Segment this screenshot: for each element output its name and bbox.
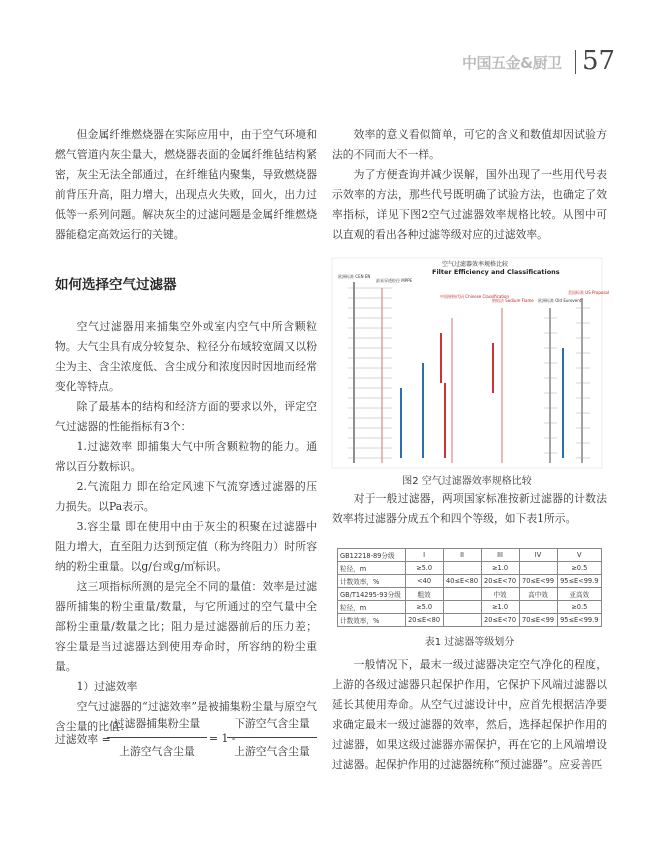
table-cell: GB12218-89分级 [338,549,406,562]
paragraph: 2.气流阻力 即在给定风速下气流穿透过滤器的压力损失。以Pa表示。 [55,480,317,513]
paragraph: 对于一般过滤器，两项国家标准按新过滤器的计数法效率将过滤器分成五个和四个等级，如下表1所示。 [332,492,607,525]
table-cell: ≥1.0 [481,562,519,575]
fraction-line [227,737,317,738]
table-cell [519,562,557,575]
table-cell: 计数效率，% [338,575,406,588]
table-cell: II [443,549,481,562]
figure-title-en: Filter Efficiency and Classifications [432,268,560,276]
table-cell [443,588,481,601]
label-cen: 欧洲标准 CEN EN [338,274,371,279]
table-row [338,588,602,601]
eurovent-band [562,348,564,458]
grade-table [337,548,602,627]
paragraph: 这三项指标所测的是完全不同的量值：效率是过滤器所捕集的粉尘重量/数量，与它所通过的空气量中全部粉尘重量/数量之比；阻力是过滤器前后的压力差；容尘量是当过滤器达到使用寿命时，所容纳的粉尘重量。 [55,580,317,673]
sub-hepa-band [492,343,494,393]
table-cell [443,614,481,627]
fraction-2 [227,716,317,759]
filter-classification-figure [332,258,609,468]
formula-operator: = 1 - [209,732,236,745]
table-cell [443,562,481,575]
table-cell [443,601,481,614]
table-cell: ≥1.0 [481,601,519,614]
page-header [462,46,616,78]
table-cell: ≥0.5 [557,601,601,614]
table-cell: 20≤E<70 [481,575,519,588]
table-cell: V [557,549,601,562]
label-mppe: 最易穿透粒径 MPPE [376,278,413,283]
right-column-bottom [332,655,607,775]
figure-title-cn: 空气过滤器效率规格比较 [442,261,509,268]
medium-band [444,383,446,458]
table-cell: 中效 [481,588,519,601]
paragraph: 为了方便查询并减少误解，国外出现了一些用代号表示效率的方法，那些代号既明确了试验方法，也确定了效率指标，详见下图2空气过滤器效率规格比较。从图中可以直观的看出各种过滤等级对应的过滤效率。 [332,168,607,241]
paragraph: 空气过滤器的“过滤效率”是被捕集粉尘量与原空气含尘量的比值： [55,700,317,733]
table-cell: 40≤E<80 [443,575,481,588]
table-cell: 粒径，m [338,562,406,575]
table-cell: 70≤E<99 [519,614,557,627]
fraction-1 [107,716,207,759]
classification-diagram [332,258,609,468]
table-cell: 计数效率，% [338,614,406,627]
page-number: 57 [582,46,616,76]
table-cell: 粗效 [405,588,443,601]
table-cell: 20≤E<70 [481,614,519,627]
table-cell: III [481,549,519,562]
label-sodium: 钠焰法 Sodium Flame [492,298,534,303]
numerator: 过滤器捕集粉尘量 [113,717,201,730]
label-china: 中国规格代码 Chinese Classification [440,294,509,299]
table-row [338,614,602,627]
denominator: 上游空气含尘量 [234,745,310,758]
hepa-band [440,333,442,383]
denominator: 上游空气含尘量 [119,745,195,758]
table-row [338,575,602,588]
table-cell: 20≤E<80 [405,614,443,627]
table-row [338,549,602,562]
table-cell: 95≤E<99.9 [557,614,601,627]
table-cell: <40 [405,575,443,588]
figure-caption: 图2 空气过滤器效率规格比较 [402,476,532,487]
table-caption: 表1 过滤器等级划分 [424,637,515,648]
paragraph: 空气过滤器用来捕集空外或室内空气中所含颗粒物。大气尘具有成分较复杂、粒径分布域较宽阔又以粉尘为主、含尘浓度低、含尘成分和浓度因时因地而经常变化等特点。 [55,320,317,393]
efficiency-formula [55,716,317,761]
paragraph: 效率的意义看似简单，可它的含义和数值却因试验方法的不同而大不一样。 [332,128,607,161]
numerator: 下游空气含尘量 [234,717,310,730]
right-column-top [332,125,607,245]
table-cell: IV [519,549,557,562]
header-divider [575,50,576,74]
magazine-brand: 中国五金&厨卫 [462,54,562,72]
table-cell: 70≤E<99 [519,575,557,588]
label-us: 美国标准 US Proposal [568,290,609,295]
table-cell: 粒径，m [338,601,406,614]
paragraph: 但金属纤维燃烧器在实际应用中，由于空气环境和燃气管道内灰尘量大，燃烧器表面的金属纤维毡结构紧密，灰尘无法全部通过，在纤维毡内聚集，导致燃烧器前背压升高，阻力增大，出现点火失败，回火，出力过低等一系列问题。解决灰尘的过滤问题是金属纤维燃烧器能稳定高效运行的关键。 [55,128,317,241]
table-cell: I [405,549,443,562]
dust-spot-band [422,363,424,458]
table-cell [519,601,557,614]
label-old-eurovent: 欧洲标准 Old Eurovent [538,298,582,303]
right-column-middle [332,489,607,529]
table-row [338,562,602,575]
paragraph: 3.容尘量 即在使用中由于灰尘的积聚在过滤器中阻力增大，直至阻力达到预定值（称为终阻力）时所容纳的粉尘重量。以g/台或g/㎡标识。 [55,520,317,573]
table-cell: 95≤E<99.9 [557,575,601,588]
left-column [55,125,317,737]
fraction-line [107,737,207,738]
aerosol-band [400,388,402,458]
table-cell: ≥5.0 [405,601,443,614]
table-cell: 亚高效 [557,588,601,601]
paragraph: 1.过滤效率 即捕集大气中所含颗粒物的能力。通常以百分数标识。 [55,440,317,473]
paragraph: 除了最基本的结构和经济方面的要求以外，评定空气过滤器的性能指标有3个： [55,400,317,433]
table-cell: 高中效 [519,588,557,601]
filter-grade-table [337,548,602,627]
table-cell: ≥0.5 [557,562,601,575]
paragraph: 一般情况下，最末一级过滤器决定空气净化的程度，上游的各级过滤器只起保护作用，它保护下风端过滤器以延长其使用寿命。从空气过滤设计中，应首先根据洁净要求确定最末一级过滤器的效率，然后，选择起保护作用的过滤器，如果这级过滤器亦需保护，再在它的上风端增设过滤器。起保护作用的过滤器统称“预过滤器”。应妥善匹 [332,658,607,771]
table-row [338,601,602,614]
paragraph: 1）过滤效率 [76,680,138,693]
table-cell: ≥5.0 [405,562,443,575]
formula-lhs: 过滤效率 = [55,733,111,746]
table-cell: GB/T14295-93分级 [338,588,406,601]
section-title: 如何选择空气过滤器 [55,277,177,293]
